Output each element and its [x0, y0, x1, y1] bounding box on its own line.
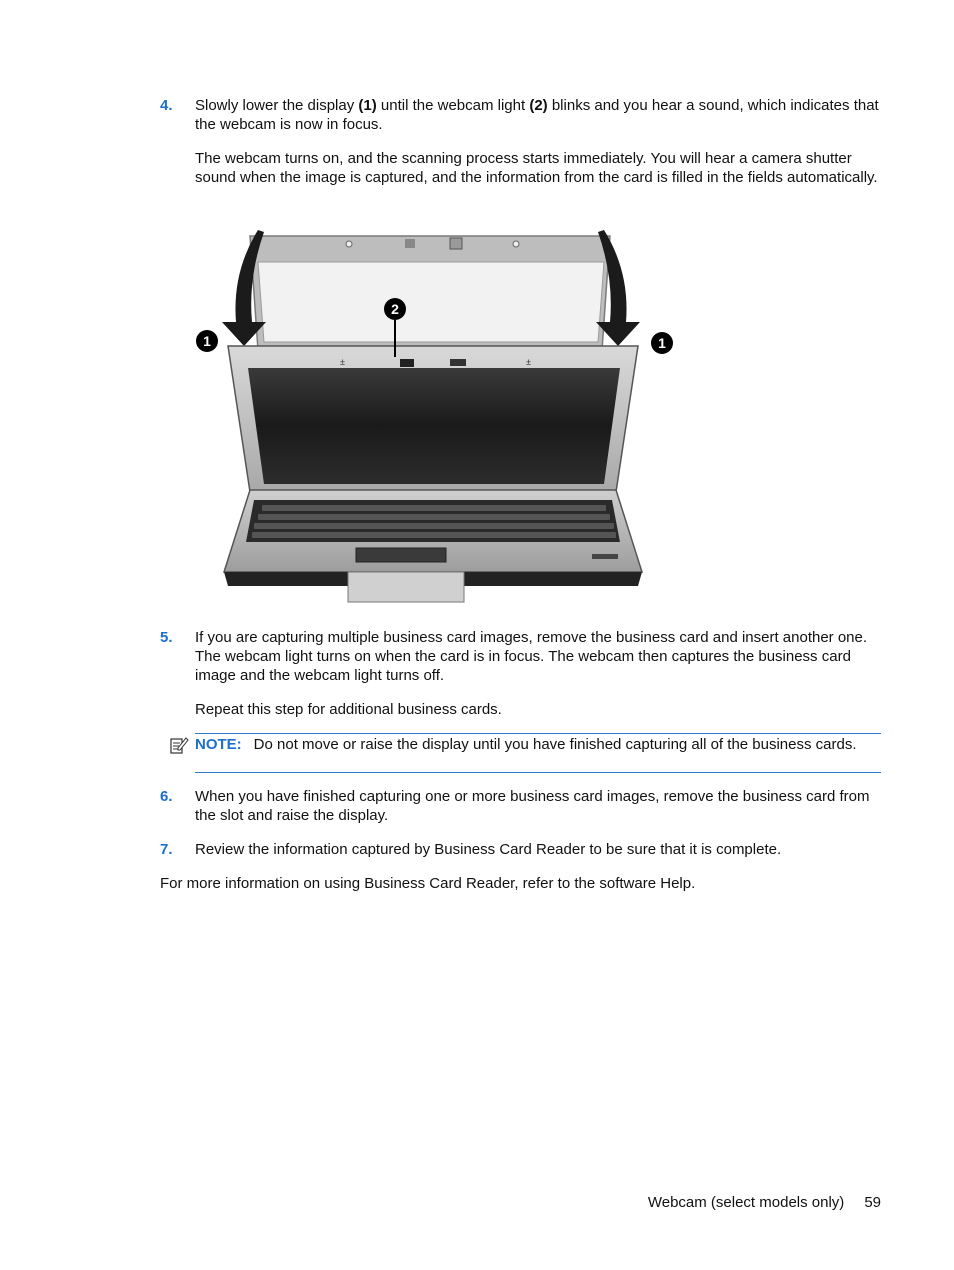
footer-section-title: Webcam (select models only)	[647, 1194, 845, 1211]
svg-text:±: ±	[340, 357, 345, 367]
step-number: 5.	[160, 629, 173, 646]
step-number: 6.	[160, 788, 173, 805]
svg-text:±: ±	[526, 357, 531, 367]
step-5-followup: Repeat this step for additional business cards.	[195, 701, 502, 718]
laptop-illustration	[192, 222, 682, 606]
callout-ref-1: (1)	[358, 97, 377, 114]
callout-1-right: 1	[651, 332, 673, 354]
note-box	[195, 733, 881, 773]
step-4-followup: The webcam turns on, and the scanning process starts immediately. You will hear a camera shutter sound when the image is captured, and the information from the card is filled in the fields automatically.	[195, 150, 878, 186]
step-number: 7.	[160, 841, 173, 858]
note-pencil-icon	[169, 736, 189, 756]
step-text: If you are capturing multiple business card images, remove the business card and insert another one. The webcam light turns on when the card is in focus. The webcam then captures the business card image and the webcam light turns off.	[195, 629, 868, 684]
step-number: 4.	[160, 97, 173, 114]
note-label: NOTE:	[195, 736, 242, 753]
page-number: 59	[864, 1194, 881, 1211]
page-footer	[648, 1193, 881, 1212]
closing-paragraph: For more information on using Business Card Reader, refer to the software Help.	[160, 875, 696, 892]
callout-2: 2	[384, 298, 406, 320]
note-text: Do not move or raise the display until you have finished capturing all of the business cards.	[253, 736, 857, 753]
step-text: Slowly lower the display (1) until the webcam light (2) blinks and you hear a sound, which indicates that the webcam is now in focus.	[195, 97, 879, 133]
callout-1-left: 1	[196, 330, 218, 352]
step-text: When you have finished capturing one or more business card images, remove the business card from the slot and raise the display.	[195, 788, 870, 824]
callout-ref-2: (2)	[529, 97, 548, 114]
step-text: Review the information captured by Business Card Reader to be sure that it is complete.	[195, 841, 782, 858]
